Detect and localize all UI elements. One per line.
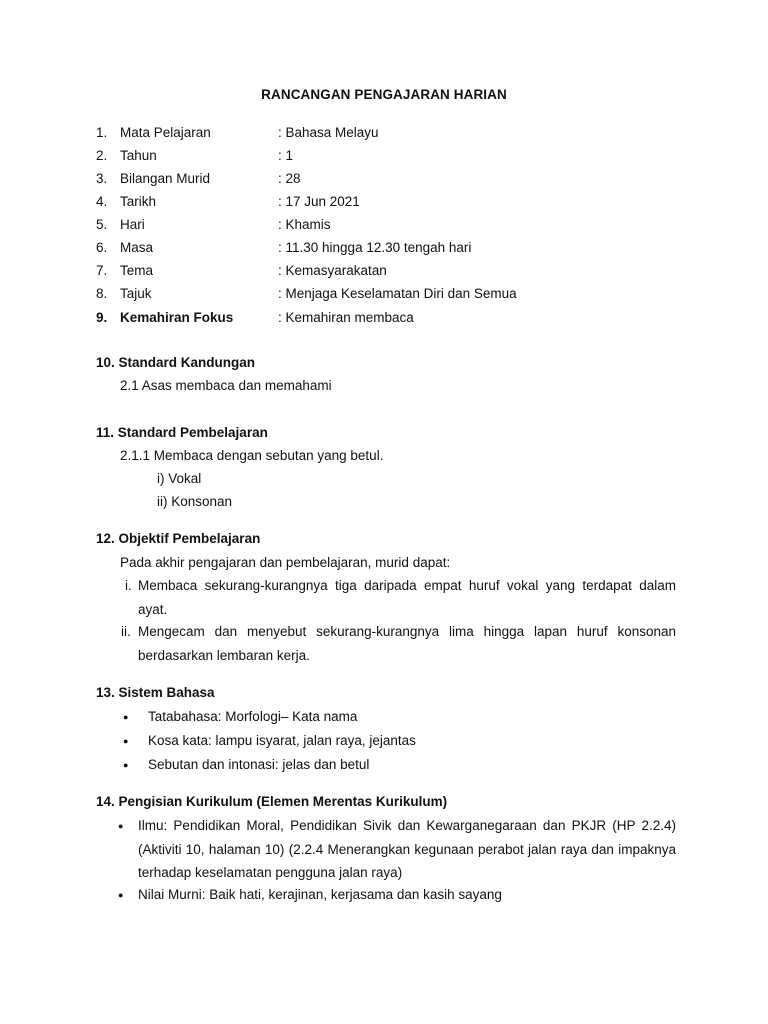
section-heading-content-standard: 10. Standard Kandungan xyxy=(96,355,256,370)
info-value: : Menjaga Keselamatan Diri dan Semua xyxy=(278,286,517,301)
info-label: Kemahiran Fokus xyxy=(120,310,234,325)
learning-standard-sub-item: ii) Konsonan xyxy=(157,494,233,509)
info-number: 2. xyxy=(96,148,108,163)
info-label: Tajuk xyxy=(120,286,152,301)
section-heading-curriculum-content: 14. Pengisian Kurikulum (Elemen Merentas Kurikulum) xyxy=(96,794,448,809)
info-value: : 1 xyxy=(278,148,294,163)
info-number: 9. xyxy=(96,310,108,325)
section-heading-language-system: 13. Sistem Bahasa xyxy=(96,685,215,700)
info-number: 5. xyxy=(96,217,108,232)
learning-standard-line: 2.1.1 Membaca dengan sebutan yang betul. xyxy=(120,448,384,463)
info-label: Tema xyxy=(120,263,154,278)
info-value: : 11.30 hingga 12.30 tengah hari xyxy=(278,240,472,255)
language-system-item: Tatabahasa: Morfologi– Kata nama xyxy=(148,709,358,724)
bullet-icon: ● xyxy=(123,712,129,722)
objective-text: Membaca sekurang-kurangnya tiga daripada empat huruf vokal yang terdapat dalam ayat. xyxy=(138,578,676,617)
bullet-icon: ● xyxy=(123,760,129,770)
info-label: Tahun xyxy=(120,148,157,163)
curriculum-item: Nilai Murni: Baik hati, kerajinan, kerjasama dan kasih sayang xyxy=(138,887,502,902)
section-heading-learning-objectives: 12. Objektif Pembelajaran xyxy=(96,531,261,546)
bullet-icon: ● xyxy=(118,890,124,900)
info-number: 1. xyxy=(96,125,108,140)
objective-marker: ii. xyxy=(121,624,131,639)
language-system-item: Sebutan dan intonasi: jelas dan betul xyxy=(148,757,370,772)
objectives-intro: Pada akhir pengajaran dan pembelajaran, murid dapat: xyxy=(120,555,451,570)
info-label: Bilangan Murid xyxy=(120,171,211,186)
info-value: : Khamis xyxy=(278,217,331,232)
info-number: 3. xyxy=(96,171,108,186)
learning-standard-sub-item: i) Vokal xyxy=(157,471,202,486)
language-system-item: Kosa kata: lampu isyarat, jalan raya, jejantas xyxy=(148,733,416,748)
info-value: : 28 xyxy=(278,171,301,186)
info-label: Tarikh xyxy=(120,194,157,209)
info-number: 6. xyxy=(96,240,108,255)
bullet-icon: ● xyxy=(123,736,129,746)
objective-text: Mengecam dan menyebut sekurang-kurangnya lima hingga lapan huruf konsonan berdasarkan lembaran kerja. xyxy=(138,624,676,663)
info-label: Mata Pelajaran xyxy=(120,125,211,140)
info-value: : 17 Jun 2021 xyxy=(278,194,360,209)
info-number: 7. xyxy=(96,263,108,278)
info-number: 8. xyxy=(96,286,108,301)
bullet-icon: ● xyxy=(118,821,124,831)
info-number: 4. xyxy=(96,194,108,209)
objective-marker: i. xyxy=(125,578,132,593)
content-standard-line: 2.1 Asas membaca dan memahami xyxy=(120,378,332,393)
document-title: RANCANGAN PENGAJARAN HARIAN xyxy=(261,87,507,102)
info-label: Masa xyxy=(120,240,154,255)
curriculum-item: Ilmu: Pendidikan Moral, Pendidikan Sivik dan Kewarganegaraan dan PKJR (HP 2.2.4) (Aktiviti 10, halaman 10) (2.2.4 Menerangkan kegunaan perabot jalan raya dan impaknya terhadap keselamatan pengguna jalan raya) xyxy=(138,818,676,880)
info-label: Hari xyxy=(120,217,145,232)
section-heading-learning-standard: 11. Standard Pembelajaran xyxy=(96,425,268,440)
info-value: : Kemahiran membaca xyxy=(278,310,414,325)
info-value: : Bahasa Melayu xyxy=(278,125,379,140)
info-value: : Kemasyarakatan xyxy=(278,263,387,278)
